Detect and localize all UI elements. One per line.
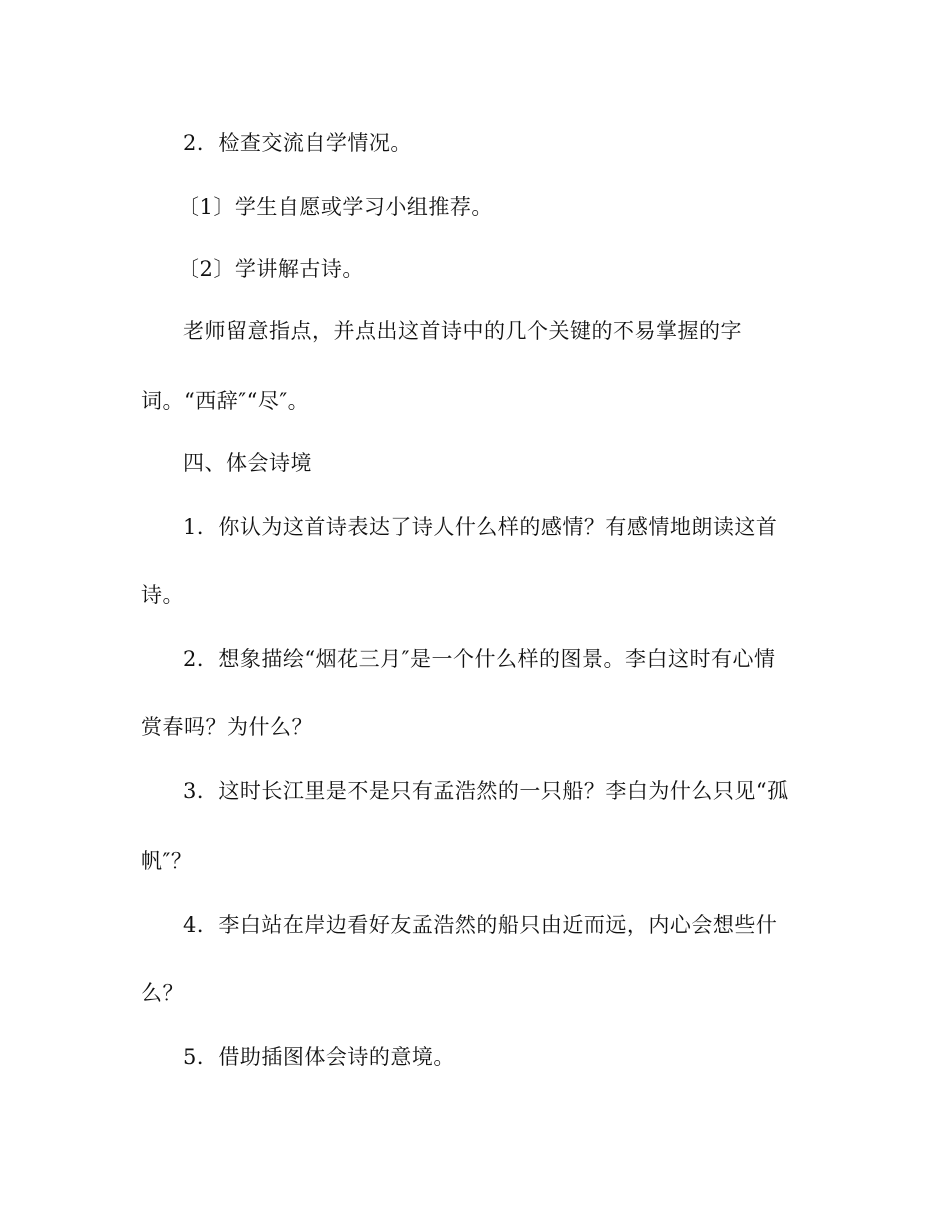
question-3: 3．这时长江里是不是只有孟浩然的一只船？李白为什么只见“孤 <box>183 779 789 803</box>
step-2-check-self-study: 2．检查交流自学情况。 <box>183 131 412 155</box>
question-2: 2．想象描绘“烟花三月″是一个什么样的图景。李白这时有心情 <box>183 647 776 671</box>
teacher-guidance-paragraph: 老师留意指点，并点出这首诗中的几个关键的不易掌握的字 <box>183 319 742 343</box>
question-1: 1．你认为这首诗表达了诗人什么样的感情？有感情地朗读这首 <box>183 515 778 539</box>
question-5: 5．借助插图体会诗的意境。 <box>183 1045 455 1069</box>
teacher-guidance-continued: 词。“西辞″“尽″。 <box>141 389 310 413</box>
question-3-continued: 帆″？ <box>141 849 193 873</box>
question-2-continued: 赏春吗？为什么？ <box>141 715 313 739</box>
question-4-continued: 么？ <box>141 981 184 1005</box>
sub-item-2: 〔2〕学讲解古诗。 <box>178 257 364 281</box>
question-4: 4．李白站在岸边看好友孟浩然的船只由近而远，内心会想些什 <box>183 913 778 937</box>
section-heading-4: 四、体会诗境 <box>183 451 312 475</box>
question-1-continued: 诗。 <box>141 583 184 607</box>
sub-item-1: 〔1〕学生自愿或学习小组推荐。 <box>178 195 493 219</box>
